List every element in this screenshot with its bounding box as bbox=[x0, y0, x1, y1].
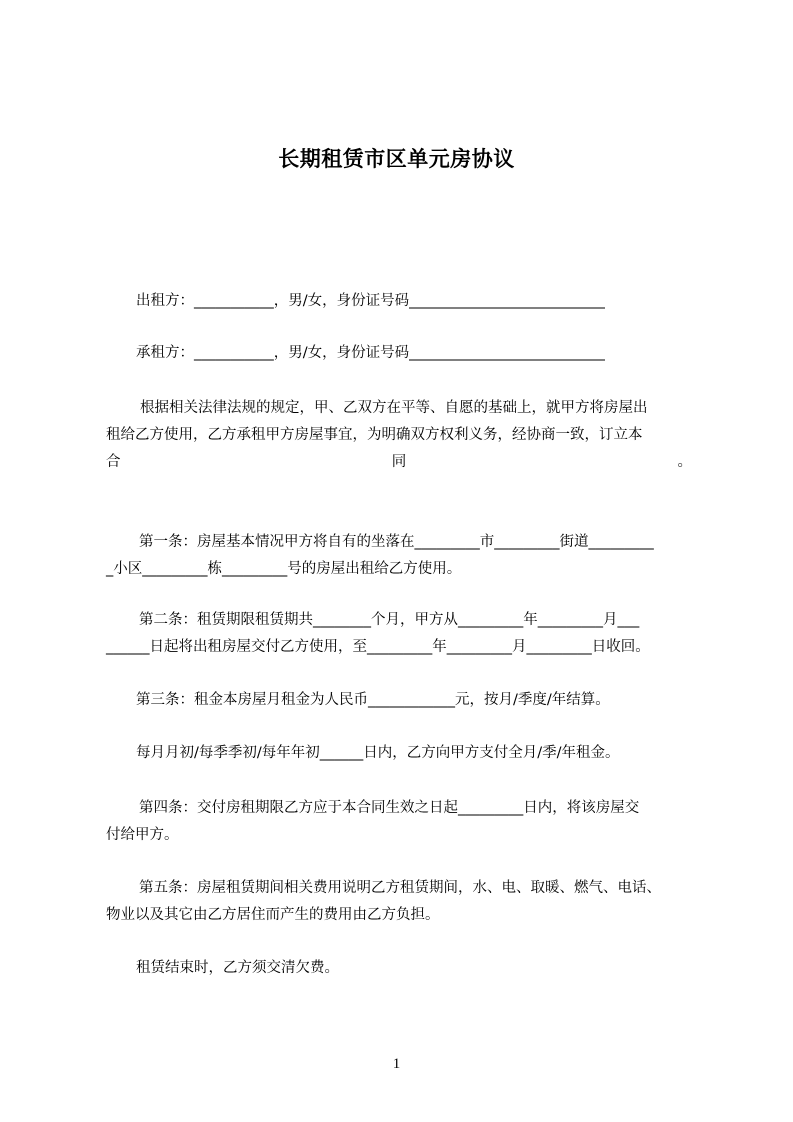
preamble-line-1: 根据相关法律法规的规定，甲、乙双方在平等、自愿的基础上，就甲方将房屋出 bbox=[140, 400, 648, 416]
preamble-line-3-mid: 同 bbox=[391, 454, 407, 470]
article-3-line-1: 第三条：租金本房屋月租金为人民币____________元，按月/季度/年结算。 bbox=[136, 692, 610, 708]
preamble-line-3-right: 。 bbox=[677, 454, 692, 470]
page-number: 1 bbox=[392, 1056, 401, 1072]
article-4-line-2: 付给甲方。 bbox=[106, 827, 179, 843]
article-5-line-1: 第五条：房屋租赁期间相关费用说明乙方租赁期间，水、电、取暖、燃气、电话、 bbox=[139, 880, 661, 896]
article-3-line-2: 每月月初/每季季初/每年年初______日内，乙方向甲方支付全月/季/年租金。 bbox=[136, 745, 620, 761]
article-5-line-2: 物业以及其它由乙方居住而产生的费用由乙方负担。 bbox=[106, 907, 440, 923]
article-1-line-2: _小区_________栋_________号的房屋出租给乙方使用。 bbox=[106, 561, 462, 577]
article-2-line-1: 第二条：租赁期限租赁期共________个月，甲方从_________年_________月___ bbox=[139, 612, 640, 628]
preamble-line-3 bbox=[106, 452, 692, 472]
lessee-line: 承租方：___________，男/女，身份证号码___________________________ bbox=[136, 345, 605, 361]
article-4-line-1: 第四条：交付房租期限乙方应于本合同生效之日起_________日内，将该房屋交 bbox=[139, 800, 640, 816]
document-title: 长期租赁市区单元房协议 bbox=[278, 147, 515, 171]
preamble-line-2: 租给乙方使用，乙方承租甲方房屋事宜，为明确双方权利义务，经协商一致，订立本 bbox=[106, 427, 643, 443]
preamble-line-3-left: 合 bbox=[106, 454, 121, 470]
article-2-line-2: ______日起将出租房屋交付乙方使用，至_________年_________月_________日收回。 bbox=[106, 639, 650, 655]
lessor-line: 出租方：___________，男/女，身份证号码___________________________ bbox=[136, 293, 605, 309]
article-1-line-1: 第一条：房屋基本情况甲方将自有的坐落在_________市_________街道_________ bbox=[139, 534, 654, 550]
article-5-line-3: 租赁结束时，乙方须交清欠费。 bbox=[136, 960, 339, 976]
